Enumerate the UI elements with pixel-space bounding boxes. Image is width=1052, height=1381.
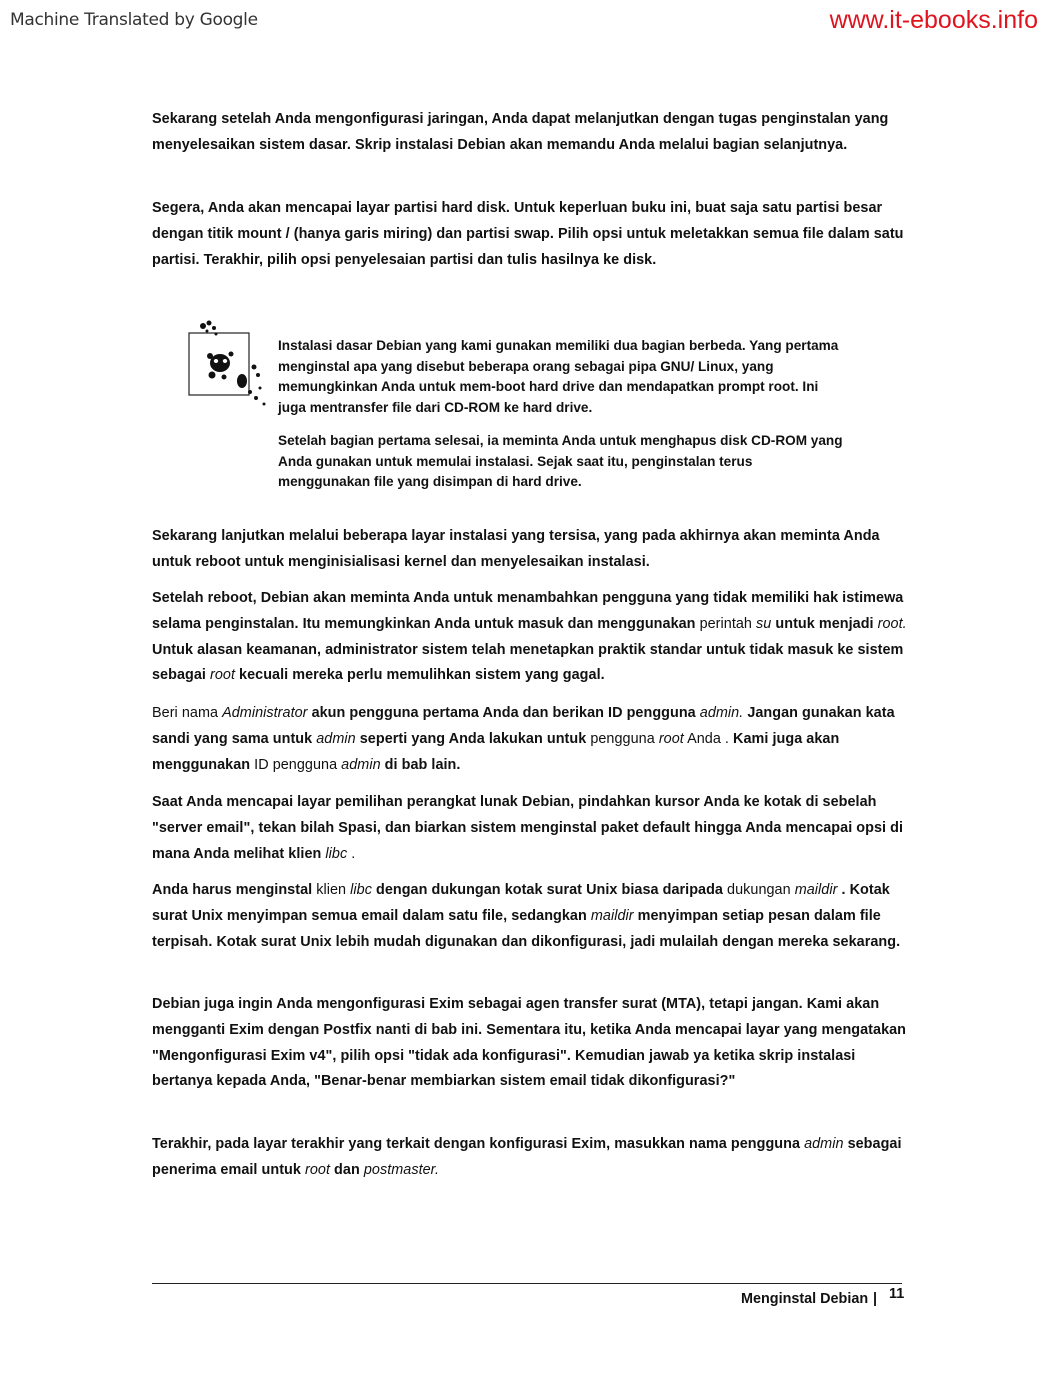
text-run: Beri nama: [152, 705, 223, 721]
text-run: .: [347, 845, 356, 862]
term-postmaster: postmaster.: [363, 1161, 440, 1178]
term-root: root.: [877, 615, 907, 632]
paragraph-2: Segera, Anda akan mencapai layar partisi hard disk. Untuk keperluan buku ini, buat saja satu partisi besar dengan titik mount / (hanya garis miring) dan partisi swap. Pilih opsi untuk meletakkan semua file dalam satu partisi. Terakhir, pilih opsi penyelesaian partisi dan tulis hasilnya ke disk.: [152, 200, 904, 268]
term-libc: libc: [325, 845, 348, 862]
command-su: su: [756, 615, 772, 632]
paragraph-1: Sekarang setelah Anda mengonfigurasi jaringan, Anda dapat melanjutkan dengan tugas penginstalan yang menyelesaikan sistem dasar. Skrip instalasi Debian akan memandu Anda melalui bagian selanjutnya.: [152, 111, 889, 153]
text-run: pengguna: [590, 730, 659, 747]
footer-rule: [152, 1283, 902, 1284]
term-administrator: Administrator: [222, 705, 308, 721]
term-root: root: [305, 1161, 330, 1178]
page-number: 11: [889, 1286, 905, 1302]
text-run: dan: [330, 1161, 364, 1178]
text-run: Terakhir, pada layar terakhir yang terkait dengan konfigurasi Exim, masukkan nama pengguna: [152, 1136, 805, 1152]
text-run: kecuali mereka perlu memulihkan sistem yang gagal.: [235, 667, 605, 684]
machine-translated-label: Machine Translated by Google: [10, 10, 258, 30]
text-run: Saat Anda mencapai layar pemilihan perangkat lunak Debian, pindahkan kursor Anda ke kotak di sebelah "server email", tekan bilah Spasi, dan biarkan sistem menginstal paket default hingga Anda mencapai opsi di mana Anda melihat klien: [152, 794, 904, 862]
term-libc: libc: [350, 882, 372, 898]
text-run: Untuk alasan keamanan, administrator sistem telah menetapkan praktik standar untuk tidak masuk ke sistem sebagai: [152, 641, 904, 684]
text-run: Anda harus menginstal: [152, 882, 317, 898]
term-maildir: maildir: [590, 907, 634, 924]
paragraph-4: [152, 586, 912, 689]
site-link[interactable]: www.it-ebooks.info: [829, 6, 1038, 34]
paragraph-7: [152, 878, 912, 955]
term-admin: admin: [341, 756, 381, 773]
text-run: dukungan: [727, 882, 795, 898]
text-run: Anda .: [683, 730, 734, 747]
note-paragraph-1: Instalasi dasar Debian yang kami gunakan memiliki dua bagian berbeda. Yang pertama menginstal apa yang disebut beberapa orang sebagai pipa GNU/ Linux, yang memungkinkan Anda untuk mem-boot hard drive dan mendapatkan prompt root. Ini juga mentransfer file dari CD-ROM ke hard drive.: [278, 338, 839, 415]
term-root: root: [210, 667, 235, 684]
term-admin: admin: [804, 1136, 844, 1152]
paragraph-9: [152, 1132, 912, 1184]
text-run: untuk menjadi: [771, 615, 878, 632]
text-run: sebagai penerima email untuk: [152, 1136, 902, 1178]
footer-separator: |: [873, 1291, 878, 1307]
text-run: Jangan gunakan kata sandi yang sama untuk: [152, 705, 895, 747]
text-run: . Kotak surat Unix menyimpan semua email dalam satu file, sedangkan: [152, 882, 890, 924]
text-run: seperti yang Anda lakukan untuk: [355, 730, 591, 747]
paragraph-5: [152, 701, 912, 778]
paragraph-6: [152, 790, 912, 867]
text-run: menyimpan setiap pesan dalam file terpisah. Kotak surat Unix lebih mudah digunakan dan dikonfigurasi, jadi mulailah dengan mereka sekarang.: [152, 907, 901, 950]
text-run: ID pengguna: [254, 756, 342, 773]
term-root: root: [658, 730, 684, 747]
term-maildir: maildir: [794, 882, 838, 898]
footer-chapter-title: Menginstal Debian: [741, 1291, 869, 1307]
paragraph-3: Sekarang lanjutkan melalui beberapa layar instalasi yang tersisa, yang pada akhirnya akan meminta Anda untuk reboot untuk menginisialisasi kernel dan menyelesaikan instalasi.: [152, 528, 880, 570]
text-run: Setelah reboot, Debian akan meminta Anda untuk menambahkan pengguna yang tidak memiliki hak istimewa selama penginstalan. Itu memungkinkan Anda untuk masuk dan menggunakan: [152, 590, 904, 632]
text-run: klien: [316, 882, 351, 898]
text-run: di bab lain.: [380, 756, 461, 773]
paragraph-8: Debian juga ingin Anda mengonfigurasi Exim sebagai agen transfer surat (MTA), tetapi jangan. Kami akan mengganti Exim dengan Postfix nanti di bab ini. Sementara itu, ketika Anda mencapai layar yang mengatakan "Mengonfigurasi Exim v4", pilih opsi "tidak ada konfigurasi". Kemudian jawab ya ketika skrip instalasi bertanya kepada Anda, "Benar-benar membiarkan sistem email tidak dikonfigurasi?": [152, 996, 907, 1090]
text-run: Kami juga akan menggunakan: [152, 730, 840, 773]
term-admin: admin.: [699, 705, 744, 721]
note-paragraph-2: Setelah bagian pertama selesai, ia meminta Anda untuk menghapus disk CD-ROM yang Anda gunakan untuk memulai instalasi. Sejak saat itu, penginstalan terus menggunakan file yang disimpan di hard drive.: [278, 433, 843, 490]
note-icon: [188, 318, 270, 410]
text-run: dengan dukungan kotak surat Unix biasa daripada: [371, 882, 728, 898]
term-admin: admin: [316, 730, 356, 747]
text-run: akun pengguna pertama Anda dan berikan ID pengguna: [307, 705, 700, 721]
text-run: perintah: [699, 615, 757, 632]
